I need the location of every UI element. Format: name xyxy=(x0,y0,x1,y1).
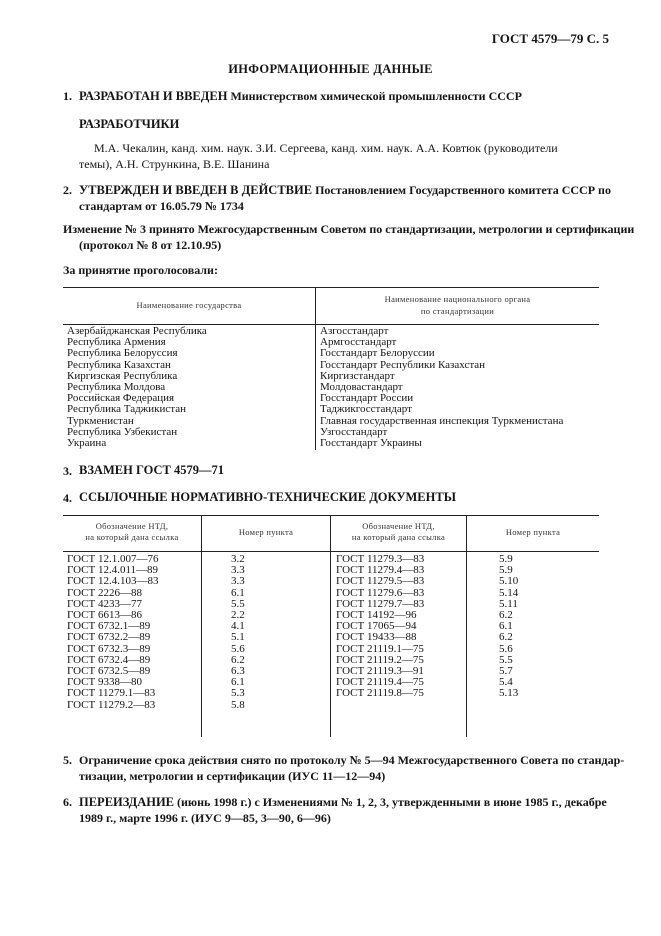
standards-body-name: Госстандарт Республики Казахстан xyxy=(320,358,486,371)
section3-text: ВЗАМЕН ГОСТ 4579—71 xyxy=(79,463,224,477)
voted-bodies-column xyxy=(320,326,563,449)
section4-text: ССЫЛОЧНЫЕ НОРМАТИВНО-ТЕХНИЧЕСКИЕ ДОКУМЕНТЫ xyxy=(79,490,456,504)
state-name: Республика Таджикистан xyxy=(67,403,186,416)
ref-item: 5.4 xyxy=(499,676,513,689)
section1-line xyxy=(79,88,522,104)
ref-item: 5.13 xyxy=(499,687,519,700)
ref-doc: ГОСТ 6732.4—89 xyxy=(67,653,151,666)
ref-item: 6.1 xyxy=(231,676,245,689)
state-name: Республика Казахстан xyxy=(67,358,171,371)
voted-table-divider-body xyxy=(315,324,316,450)
ref-doc: ГОСТ 19433—88 xyxy=(336,631,417,644)
ref-doc: ГОСТ 21119.4—75 xyxy=(336,676,424,689)
ref-item: 6.2 xyxy=(499,609,513,622)
state-name: Киргизская Республика xyxy=(67,369,178,382)
developers-heading: РАЗРАБОТЧИКИ xyxy=(79,117,180,131)
ref-item: 3.3 xyxy=(231,575,245,588)
developers-line2: темы), А.Н. Стрункина, В.Е. Шанина xyxy=(79,157,270,171)
voted-states-column xyxy=(67,326,207,449)
section1-text: Министерством химической промышленности СССР xyxy=(230,89,522,103)
ref-item: 6.2 xyxy=(499,631,513,644)
ref-doc: ГОСТ 2226—88 xyxy=(67,586,142,599)
ref-doc: ГОСТ 11279.6—83 xyxy=(336,586,425,599)
section5-line1: Ограничение срока действия снято по протоколу № 5—94 Межгосударственного Совета по стандар- xyxy=(79,753,625,767)
ref-doc: ГОСТ 6732.3—89 xyxy=(67,642,151,655)
section5-number: 5. xyxy=(63,753,72,767)
ref-doc: ГОСТ 21119.1—75 xyxy=(336,642,424,655)
ref-item: 5.6 xyxy=(231,642,245,655)
state-name: Республика Белоруссия xyxy=(67,347,178,360)
ref-doc: ГОСТ 21119.8—75 xyxy=(336,687,424,700)
refs-left-items-column xyxy=(231,554,245,711)
ref-item: 3.2 xyxy=(231,553,245,565)
refs-divider-2-body xyxy=(330,551,331,737)
ref-item: 6.1 xyxy=(231,586,245,599)
refs-table-top-rule xyxy=(63,515,599,516)
standards-body-name: Главная государственная инспекция Туркменистана xyxy=(320,414,564,427)
ref-doc: ГОСТ 6732.2—89 xyxy=(67,631,151,644)
refs-left-docs-column xyxy=(67,554,158,711)
refs-right-docs-column xyxy=(336,554,424,700)
amendment-line2: (протокол № 8 от 12.10.95) xyxy=(79,238,222,252)
ref-item: 5.8 xyxy=(231,698,245,711)
refs-h-doc-left-1: Обозначение НТД, xyxy=(95,521,169,531)
ref-item: 4.1 xyxy=(231,620,245,633)
amendment-line1: Изменение № 3 принято Межгосударственным Советом по стандартизации, метрологии и сертификации xyxy=(63,222,635,236)
section2-number: 2. xyxy=(63,183,72,197)
ref-doc: ГОСТ 6613—86 xyxy=(67,609,142,622)
voted-col1-header: Наименование государства xyxy=(136,300,242,310)
ref-item: 5.14 xyxy=(499,586,519,599)
ref-item: 5.11 xyxy=(499,597,518,610)
ref-doc: ГОСТ 9338—80 xyxy=(67,676,142,689)
ref-doc: ГОСТ 11279.3—83 xyxy=(336,553,425,565)
ref-item: 5.9 xyxy=(499,553,513,565)
ref-doc: ГОСТ 21119.2—75 xyxy=(336,653,424,666)
ref-item: 5.9 xyxy=(499,564,513,577)
voted-table-top-rule xyxy=(63,287,599,288)
section2-line2: стандартам от 16.05.79 № 1734 xyxy=(79,199,244,213)
standards-body-name: Армгосстандарт xyxy=(320,336,397,349)
refs-right-items-column xyxy=(499,554,518,700)
ref-doc: ГОСТ 21119.3—91 xyxy=(336,665,424,678)
ref-doc: ГОСТ 17065—94 xyxy=(336,620,417,633)
ref-item: 6.2 xyxy=(231,653,245,666)
section2-text: Постановлением Государственного комитета СССР по xyxy=(315,183,611,197)
state-name: Азербайджанская Республика xyxy=(67,325,207,337)
ref-doc: ГОСТ 11279.4—83 xyxy=(336,564,425,577)
ref-item: 6.3 xyxy=(231,665,245,678)
ref-doc: ГОСТ 11279.2—83 xyxy=(67,698,156,711)
state-name: Республика Армения xyxy=(67,336,166,349)
section4-number: 4. xyxy=(63,491,72,505)
refs-h-doc-right-2: на который дана ссылка xyxy=(351,532,446,542)
section3-number: 3. xyxy=(63,464,72,478)
ref-doc: ГОСТ 6732.5—89 xyxy=(67,665,151,678)
section6-heading: ПЕРЕИЗДАНИЕ xyxy=(79,795,175,809)
refs-h-doc-left-2: на который дана ссылка xyxy=(85,532,179,542)
ref-item: 5.5 xyxy=(231,597,245,610)
ref-doc: ГОСТ 11279.7—83 xyxy=(336,597,425,610)
state-name: Украина xyxy=(67,437,107,450)
ref-item: 3.3 xyxy=(231,564,245,577)
ref-item: 5.6 xyxy=(499,642,513,655)
ref-item: 2.2 xyxy=(231,609,245,622)
refs-h-doc-right-1: Обозначение НТД, xyxy=(362,521,435,531)
voted-col2-header-line2: по стандартизации xyxy=(420,306,495,316)
ref-item: 5.1 xyxy=(231,631,245,644)
section6-line2: 1989 г., марте 1996 г. (ИУС 9—85, 3—90, 6—96) xyxy=(79,811,331,825)
standards-body-name: Узгосстандарт xyxy=(320,425,388,438)
ref-doc: ГОСТ 12.4.103—83 xyxy=(67,575,159,588)
state-name: Республика Молдова xyxy=(67,381,166,394)
ref-doc: ГОСТ 12.1.007—76 xyxy=(67,553,159,565)
section2-heading: УТВЕРЖДЕН И ВВЕДЕН В ДЕЙСТВИЕ xyxy=(79,183,313,197)
state-name: Туркменистан xyxy=(67,414,134,427)
section6-line1 xyxy=(79,794,607,810)
refs-h-item-right: Номер пункта xyxy=(505,527,561,537)
refs-h-item-left: Номер пункта xyxy=(238,527,294,537)
standards-body-name: Госстандарт Белоруссии xyxy=(320,347,435,360)
page-header: ГОСТ 4579—79 С. 5 xyxy=(491,31,609,46)
section2-line1 xyxy=(79,182,611,198)
ref-doc: ГОСТ 11279.1—83 xyxy=(67,687,156,700)
section5-line2: тизации, метрологии и сертификации (ИУС 11—12—94) xyxy=(79,769,386,783)
standards-body-name: Киргизстандарт xyxy=(320,369,395,382)
ref-item: 5.3 xyxy=(231,687,245,700)
ref-doc: ГОСТ 12.4.011—89 xyxy=(67,564,159,577)
state-name: Российская Федерация xyxy=(67,392,175,405)
ref-item: 5.5 xyxy=(499,653,513,666)
ref-doc: ГОСТ 14192—96 xyxy=(336,609,417,622)
ref-doc: ГОСТ 6732.1—89 xyxy=(67,620,151,633)
refs-divider-1-body xyxy=(201,551,202,737)
ref-item: 6.1 xyxy=(499,620,513,633)
page-title: ИНФОРМАЦИОННЫЕ ДАННЫЕ xyxy=(228,62,433,76)
state-name: Республика Узбекистан xyxy=(67,425,178,438)
section1-number: 1. xyxy=(63,89,72,103)
standards-body-name: Молдовастандарт xyxy=(320,381,403,394)
standards-body-name: Госстандарт Украины xyxy=(320,437,422,450)
section6-line1-rest: (июнь 1998 г.) с Изменениями № 1, 2, 3, утвержденными в июне 1985 г., декабре xyxy=(177,795,607,809)
standards-body-name: Таджикгосстандарт xyxy=(320,403,412,416)
standards-body-name: Азгосстандарт xyxy=(320,325,389,337)
ref-item: 5.7 xyxy=(499,665,513,678)
ref-doc: ГОСТ 11279.5—83 xyxy=(336,575,425,588)
refs-divider-3-body xyxy=(466,551,467,737)
ref-doc: ГОСТ 4233—77 xyxy=(67,597,142,610)
voted-col2-header-line1: Наименование национального органа xyxy=(384,294,531,304)
section6-number: 6. xyxy=(63,795,72,809)
section1-heading: РАЗРАБОТАН И ВВЕДЕН xyxy=(79,89,228,103)
developers-line1: М.А. Чекалин, канд. хим. наук. З.И. Сергеева, канд. хим. наук. А.А. Ковтюк (руководители xyxy=(94,141,558,155)
ref-item: 5.10 xyxy=(499,575,519,588)
refs-table-header-rule xyxy=(63,551,599,552)
voted-heading: За принятие проголосовали: xyxy=(63,263,218,277)
standards-body-name: Госстандарт России xyxy=(320,392,414,405)
